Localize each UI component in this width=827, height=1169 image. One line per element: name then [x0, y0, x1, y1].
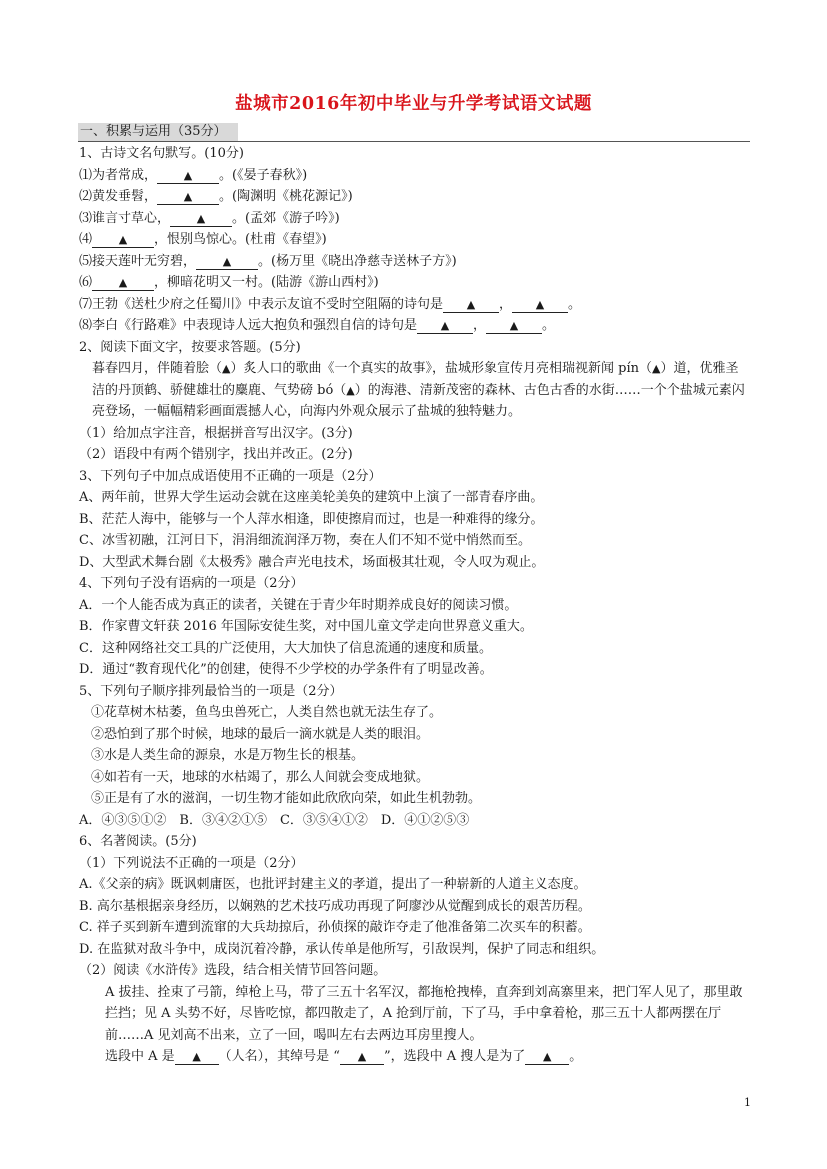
q1-line-5: ⑸接天莲叶无穷碧， ▲ 。(杨万里《晓出净慈寺送林子方》): [79, 253, 457, 269]
answer-blank[interactable]: ▲: [157, 168, 219, 184]
q5-sentence-4: ④如若有一天，地球的水枯竭了，那么人间就会变成地狱。: [91, 769, 430, 785]
page-number: 1: [744, 1096, 751, 1109]
q4-option-d: D．通过“教育现代化”的创建，使得不少学校的办学条件有了明显改善。: [79, 662, 493, 677]
answer-blank[interactable]: ▲: [157, 189, 219, 205]
q5-options: A．④③⑤①② B．③④②①⑤ C．③⑤④①② D．④①②⑤③: [79, 812, 470, 828]
q6-option-a: A.《父亲的病》既讽刺庸医，也批评封建主义的孝道，提出了一种崭新的人道主义态度。: [79, 877, 587, 892]
q5-sentence-1: ①花草树木枯萎，鱼鸟虫兽死亡，人类自然也就无法生存了。: [91, 705, 443, 720]
q6-option-d: D. 在监狱对敌斗争中，成岗沉着冷静，承认传单是他所写，引敌误判，保护了同志和组织。: [79, 941, 605, 957]
q5-sentence-3: ③水是人类生命的源泉，水是万物生长的根基。: [91, 748, 365, 763]
section-heading: 一、积累与运用（35分）: [80, 124, 227, 139]
q3-option-b: B、茫茫人海中，能够与一个人萍水相逢，即使擦肩而过，也是一种难得的缘分。: [79, 511, 544, 527]
answer-blank[interactable]: ▲: [417, 318, 473, 334]
q1-line-1: ⑴为者常成， ▲ 。(《晏子春秋》): [79, 167, 308, 183]
q6-excerpt: A 拔挂、拴束了弓箭，绰枪上马，带了三五十名军汉，都拖枪拽棒，直奔到刘高寨里来，把门军人见了，那里敢拦挡；见 A 头势不好，尽皆吃惊，都四散走了，A 抢到厅前，下了马，手中拿着枪，那三五十人都两摆在厅前……A 见刘高不出来，立了一回，喝叫左右去两边耳房里搜人。: [105, 984, 743, 1043]
answer-mark[interactable]: ▲: [346, 383, 355, 397]
q4-option-a: A．一个人能否成为真正的读者，关键在于青少年时期养成良好的阅读习惯。: [79, 597, 518, 613]
q6-part-1: （1）下列说法不正确的一项是（2分）: [79, 855, 304, 871]
answer-blank[interactable]: ▲: [175, 1049, 219, 1065]
q5-heading: 5、下列句子顺序排列最恰当的一项是（2分）: [79, 683, 343, 699]
answer-blank[interactable]: ▲: [92, 232, 154, 248]
q6-question: 选段中 A 是 ▲ （人名），其绰号是 “ ▲ ”，选段中 A 搜人是为了 ▲ 。: [105, 1049, 583, 1064]
q4-option-b: B．作家曹文轩获 2016 年国际安徒生奖，对中国儿童文学走向世界意义重大。: [79, 619, 533, 634]
q1-line-3: ⑶谁言寸草心， ▲ 。(孟郊《游子吟》): [79, 210, 340, 226]
q3-option-a: A、两年前，世界大学生运动会就在这座美轮美奂的建筑中上演了一部青春序曲。: [79, 490, 544, 505]
page-title: 盐城市2016年初中毕业与升学考试语文试题: [235, 94, 592, 114]
q2-heading: 2、阅读下面文字，按要求答题。(5分): [79, 339, 301, 355]
q3-option-c: C、冰雪初融，江河日下，涓涓细流润泽万物，奏在人们不知不觉中悄然而至。: [79, 533, 531, 548]
q4-option-c: C．这种网络社交工具的广泛使用，大大加快了信息流通的速度和质量。: [79, 640, 492, 656]
q2-sub-2: （2）语段中有两个错别字，找出并改正。(2分): [79, 447, 353, 462]
q1-line-6: ⑹ ▲ ，柳暗花明又一村。(陆游《游山西村》): [79, 275, 379, 290]
q3-option-d: D、大型武术舞台剧《太极秀》融合声光电技术，场面极其壮观，令人叹为观止。: [79, 554, 545, 570]
question-content: [79, 143, 751, 1068]
q1-line-8: ⑻李白《行路难》中表现诗人远大抱负和强烈自信的诗句是 ▲ ， ▲ 。: [79, 318, 556, 333]
answer-blank[interactable]: ▲: [170, 211, 232, 227]
q1-line-7: ⑺王勃《送杜少府之任蜀川》中表示友谊不受时空阻隔的诗句是 ▲ ， ▲ 。: [79, 296, 582, 312]
q1-line-2: ⑵黄发垂髫， ▲ 。(陶渊明《桃花源记》): [79, 189, 353, 204]
q1-heading: 1、古诗文名句默写。(10分): [79, 146, 244, 161]
q5-sentence-5: ⑤正是有了水的滋润，一切生物才能如此欣欣向荣，如此生机勃勃。: [91, 791, 482, 806]
section-divider: [78, 141, 750, 142]
q6-option-b: B. 高尔基根据亲身经历，以娴熟的艺术技巧成功再现了阿廖沙从觉醒到成长的艰苦历程。: [79, 898, 591, 914]
q4-heading: 4、下列句子没有语病的一项是（2分）: [79, 576, 304, 591]
answer-blank[interactable]: ▲: [340, 1049, 384, 1065]
q5-sentence-2: ②恐怕到了那个时候，地球的最后一滴水就是人类的眼泪。: [91, 726, 430, 742]
q6-heading: 6、名著阅读。(5分): [79, 834, 197, 849]
q2-sub-1: （1）给加点字注音，根据拼音写出汉字。(3分): [79, 425, 353, 441]
answer-mark[interactable]: ▲: [651, 362, 661, 375]
answer-blank[interactable]: ▲: [525, 1049, 569, 1065]
answer-blank[interactable]: ▲: [92, 275, 154, 291]
answer-blank[interactable]: ▲: [512, 297, 568, 313]
q6-option-c: C. 祥子买到新车遭到流窜的大兵劫掠后，孙侦探的敲诈夺走了他准备第二次买车的积蓄。: [79, 920, 591, 935]
answer-mark[interactable]: ▲: [222, 362, 231, 375]
q3-heading: 3、下列句子中加点成语使用不正确的一项是（2分）: [79, 468, 382, 484]
q1-line-4: ⑷ ▲ ，恨别鸟惊心。(杜甫《春望》): [79, 232, 327, 247]
answer-blank[interactable]: ▲: [196, 254, 258, 270]
answer-blank[interactable]: ▲: [443, 297, 499, 313]
answer-blank[interactable]: ▲: [486, 318, 542, 334]
q6-part-2: （2）阅读《水浒传》选段，结合相关情节回答问题。: [79, 963, 387, 978]
q2-passage: 暮春四月，伴随着脍（▲）炙人口的歌曲《一个真实的故事》，盐城形象宣传月亮相瑞视新闻 pín（▲）道，优雅圣洁的丹顶鹤、骄健雄壮的麋鹿、气势磅 bó（▲）的海港、清新茂密的森林、古色古香的水街……一个个盐城元素闪亮登场，一幅幅精彩画面震撼人心，向海内外观众展示了盐城的独特魅力。: [92, 361, 745, 419]
